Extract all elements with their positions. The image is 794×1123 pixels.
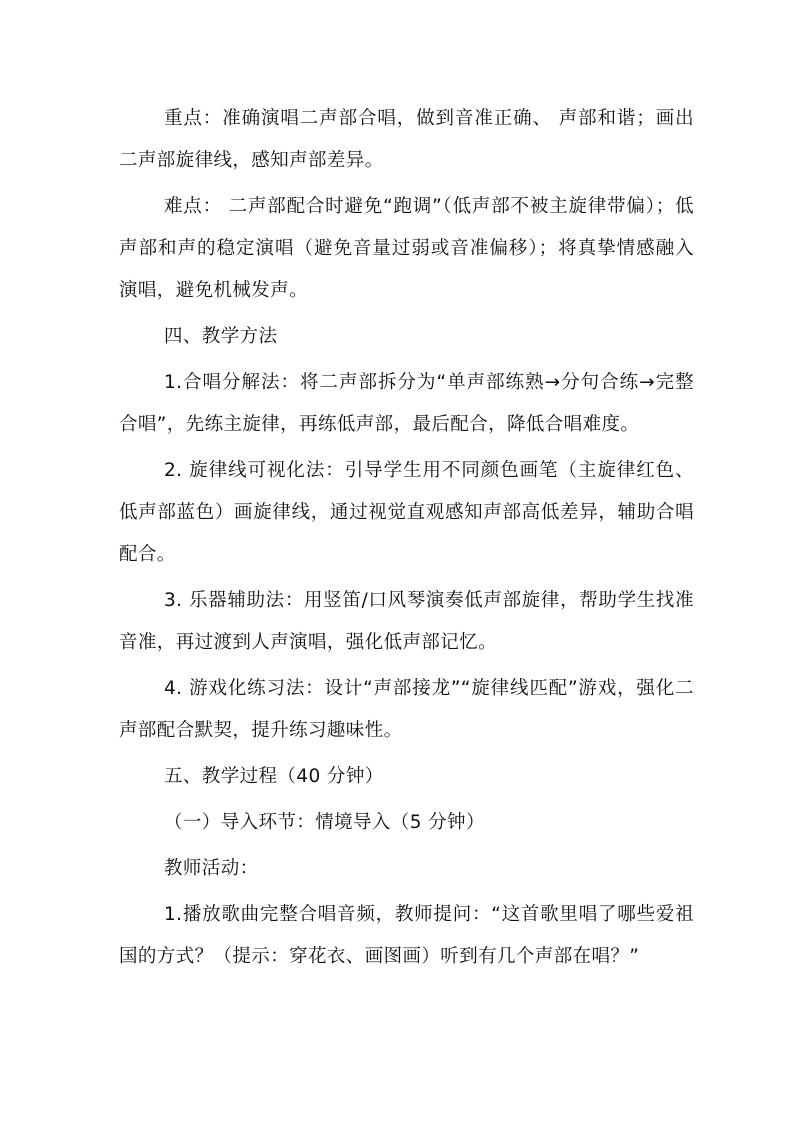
method-3-paragraph: 3. 乐器辅助法：用竖笛/口风琴演奏低声部旋律，帮助学生找准音准，再过渡到人声演唱，强化低声部记忆。 xyxy=(119,590,694,653)
difficulties-paragraph: 难点： 二声部配合时避免“跑调”（低声部不被主旋律带偏）；低声部和声的稳定演唱（避免音量过弱或音准偏移）；将真挚情感融入演唱，避免机械发声。 xyxy=(119,196,694,301)
section-4-heading: 四、教学方法 xyxy=(164,326,278,347)
method-1-paragraph: 1.合唱分解法：将二声部拆分为“单声部练熟→分句合练→完整合唱”，先练主旋律，再练低声部，最后配合，降低合唱难度。 xyxy=(119,372,694,435)
subsection-1-heading: （一）导入环节：情境导入（5 分钟） xyxy=(164,812,485,833)
method-2-paragraph: 2. 旋律线可视化法：引导学生用不同颜色画笔（主旋律红色、低声部蓝色）画旋律线，通过视觉直观感知声部高低差异，辅助合唱配合。 xyxy=(119,460,694,565)
method-4-paragraph: 4. 游戏化练习法：设计“声部接龙”“旋律线匹配”游戏，强化二声部配合默契，提升练习趣味性。 xyxy=(119,678,694,741)
key-points-paragraph: 重点：准确演唱二声部合唱，做到音准正确、 声部和谐；画出二声部旋律线，感知声部差异。 xyxy=(119,108,694,171)
teacher-activity-label: 教师活动： xyxy=(164,858,259,879)
activity-1-paragraph: 1.播放歌曲完整合唱音频，教师提问：“这首歌里唱了哪些爱祖国的方式？（提示：穿花衣、画图画）听到有几个声部在唱？” xyxy=(119,904,694,967)
section-5-heading: 五、教学过程（40 分钟） xyxy=(164,766,384,787)
